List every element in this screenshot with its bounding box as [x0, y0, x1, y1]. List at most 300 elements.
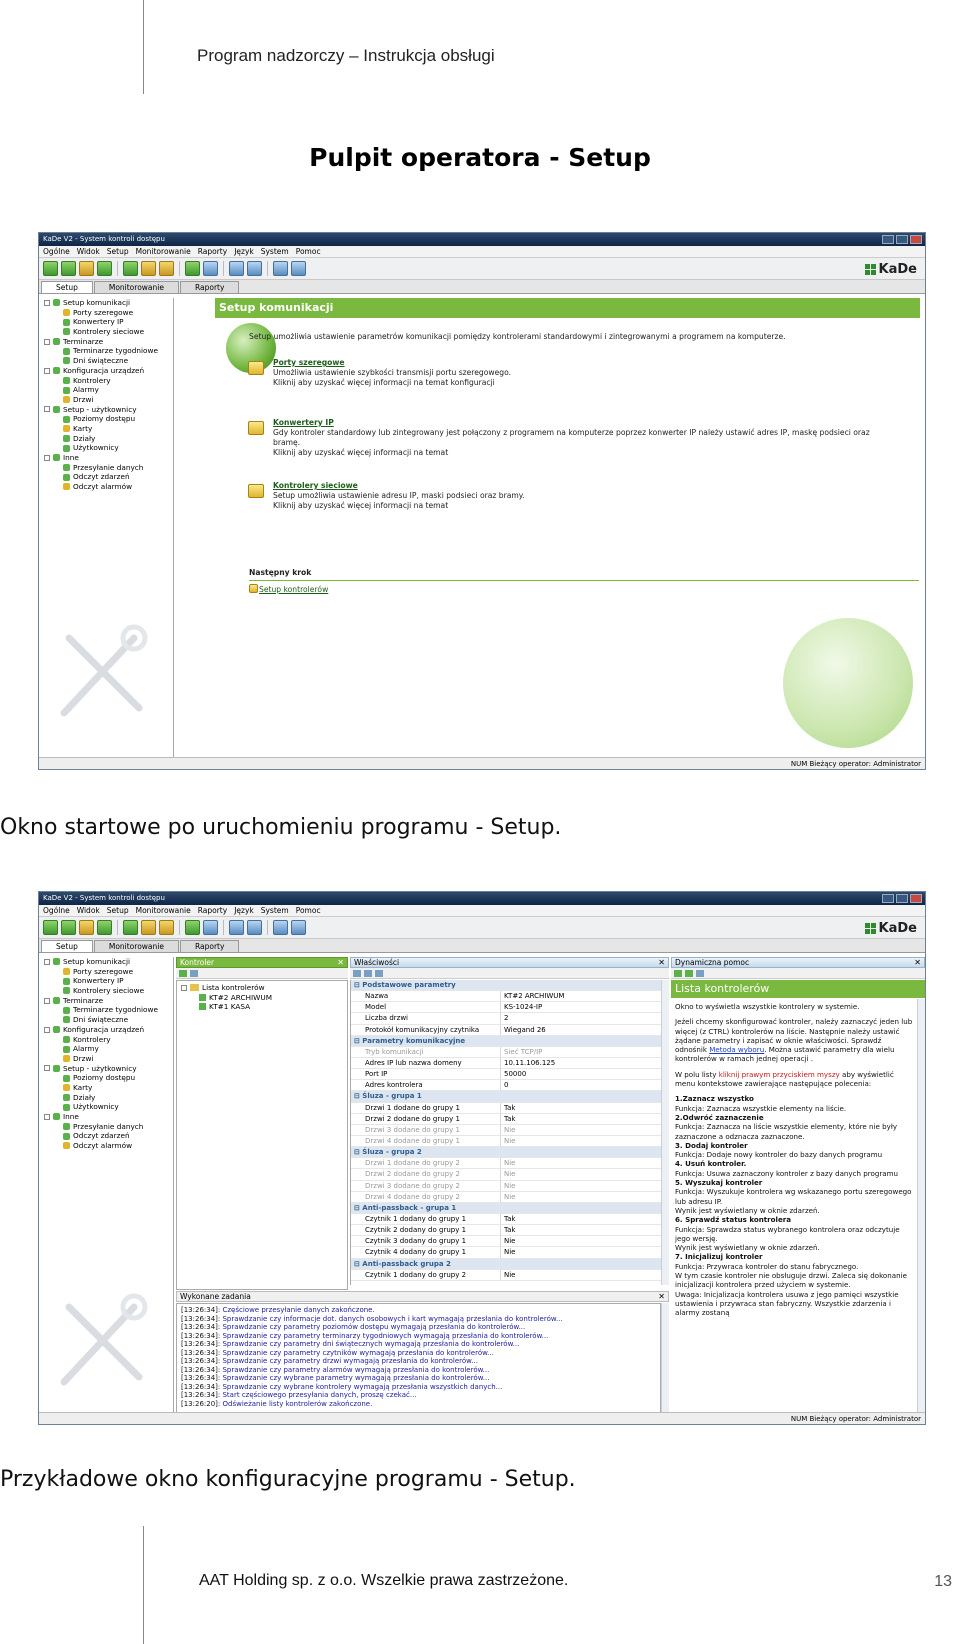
help-paragraph — [675, 1252, 913, 1261]
property-value[interactable]: Wiegand 26 — [504, 1025, 546, 1034]
property-value[interactable]: 2 — [504, 1014, 509, 1023]
property-group[interactable] — [351, 1147, 661, 1158]
property-group[interactable] — [351, 1203, 661, 1214]
property-value[interactable]: Nie — [504, 1248, 516, 1257]
property-key: Drzwi 4 dodane do grupy 2 — [351, 1192, 501, 1202]
menu-item[interactable]: Widok — [76, 906, 100, 915]
expand-icon[interactable] — [44, 959, 50, 965]
menu-item[interactable]: System — [260, 247, 289, 256]
tool-icon[interactable] — [43, 920, 58, 935]
document-icon[interactable] — [159, 920, 174, 935]
back-arrow-icon[interactable] — [674, 970, 682, 977]
app-window-start — [38, 232, 926, 770]
log-time: [13:26:34] — [181, 1348, 218, 1357]
add-icon[interactable] — [179, 970, 187, 977]
property-key: Drzwi 3 dodane do grupy 1 — [351, 1125, 501, 1135]
tree-node-icon — [63, 377, 70, 384]
tree-item-label: Drzwi — [73, 394, 94, 404]
tree-item[interactable] — [41, 1064, 173, 1074]
property-value[interactable]: Nie — [504, 1159, 516, 1168]
help-text: Okno to wyświetla wszystkie kontrolery w systemie. — [675, 1002, 860, 1011]
back-arrow-icon[interactable] — [273, 261, 288, 276]
tree-item[interactable] — [41, 472, 173, 482]
window-titlebar — [39, 892, 925, 905]
property-row[interactable] — [351, 1047, 661, 1058]
controller-icon — [199, 994, 206, 1001]
expand-icon[interactable] — [44, 1065, 50, 1071]
log-entry — [181, 1306, 656, 1315]
property-key: Czytnik 3 dodany do grupy 1 — [351, 1236, 501, 1246]
property-value[interactable]: Tak — [504, 1214, 516, 1223]
tree-item[interactable] — [41, 327, 173, 337]
globe-large-icon — [783, 618, 913, 748]
menu-item[interactable]: Ogólne — [43, 906, 70, 915]
log-message: : Częściowe przesyłanie danych zakończone. — [217, 1306, 375, 1314]
tree-item[interactable] — [41, 366, 173, 376]
help-text: W tym czasie kontroler nie obsługuje drzwi. Zaleca się dokonanie inicjalizacji kontrolera przed użyciem w systemie. — [675, 1271, 907, 1290]
tools-illustration — [49, 1292, 159, 1392]
property-row[interactable] — [351, 1192, 661, 1203]
property-value[interactable]: Tak — [504, 1103, 516, 1112]
tree-node-icon — [53, 1026, 60, 1033]
property-group[interactable] — [351, 980, 661, 991]
property-group[interactable] — [351, 1259, 661, 1270]
tree-node-icon — [53, 958, 60, 965]
property-key: Nazwa — [351, 991, 501, 1001]
setup-item-text: Kliknij aby uzyskać więcej informacji na temat konfiguracji — [273, 378, 495, 387]
log-time: [13:26:34] — [181, 1382, 218, 1391]
menu-item[interactable]: Pomoc — [295, 906, 321, 915]
tree-node-icon — [63, 968, 70, 975]
expand-icon[interactable] — [44, 300, 50, 306]
setup-item-link[interactable]: Porty szeregowe — [273, 358, 345, 367]
tree-item[interactable] — [41, 967, 173, 977]
header-rule — [143, 0, 144, 94]
property-row[interactable] — [351, 1236, 661, 1247]
menu-item[interactable]: Ogólne — [43, 247, 70, 256]
tree-item[interactable] — [41, 376, 173, 386]
tree-item-label: Poziomy dostępu — [73, 1073, 136, 1083]
close-icon[interactable]: ✕ — [658, 958, 665, 967]
page-footer: AAT Holding sp. z o.o. Wszelkie prawa zastrzeżone. — [199, 1572, 569, 1589]
forward-arrow-icon[interactable] — [291, 261, 306, 276]
help-text: 4. Usuń kontroler. — [675, 1159, 747, 1169]
tool-icon[interactable] — [79, 920, 94, 935]
log-message: : Sprawdzanie czy informacje dot. danych osobowych i kart wymagają przesłania do kontrolerów... — [217, 1314, 563, 1323]
property-value[interactable]: 10.11.106.125 — [504, 1058, 556, 1067]
tab-1[interactable]: Monitorowanie — [94, 281, 179, 293]
expand-icon[interactable] — [44, 998, 50, 1004]
menu-item[interactable]: Setup — [106, 906, 129, 915]
property-value[interactable]: 0 — [504, 1081, 509, 1090]
setup-intro: Setup umożliwia ustawienie parametrów komunikacji pomiędzy kontrolerami standardowymi i zintegrowanymi a programem na komputerze. — [249, 332, 786, 341]
tree-item[interactable] — [41, 1131, 173, 1141]
tree-item-label: Inne — [63, 1112, 79, 1121]
tool-icon[interactable] — [61, 261, 76, 276]
tree-item[interactable] — [41, 1083, 173, 1093]
help-link[interactable]: Metoda wyboru — [709, 1045, 765, 1055]
tree-node-icon — [63, 1075, 70, 1082]
property-value[interactable]: Sieć TCP/IP — [504, 1047, 543, 1056]
log-entry — [181, 1349, 656, 1358]
tree-node-icon — [53, 406, 60, 413]
tree-item[interactable] — [41, 1112, 173, 1122]
help-paragraph — [675, 1113, 913, 1122]
property-key: Czytnik 2 dodany do grupy 1 — [351, 1225, 501, 1235]
help-text: . Można ustawić parametry dla wielu kontrolerów w ramach jednej operacji . — [675, 1045, 895, 1064]
tree-item[interactable] — [41, 996, 173, 1006]
tree-item[interactable] — [41, 453, 173, 463]
tree-item-label: Alarmy — [73, 1044, 99, 1054]
help-paragraph — [675, 1150, 913, 1159]
document-icon[interactable] — [141, 920, 156, 935]
tool-icon[interactable] — [43, 261, 58, 276]
property-value[interactable]: Nie — [504, 1181, 516, 1190]
property-row[interactable] — [351, 1181, 661, 1192]
section-title: Pulpit operatora - Setup — [309, 143, 651, 172]
help-text: Wynik jest wyświetlany w oknie zdarzeń. — [675, 1243, 820, 1253]
tree-item-label: Odczyt zdarzeń — [73, 472, 130, 482]
expand-icon[interactable] — [44, 339, 50, 345]
property-key: Model — [351, 1002, 501, 1012]
property-row[interactable] — [351, 1103, 661, 1114]
tree-item[interactable] — [41, 1102, 173, 1112]
menu-item[interactable]: Język — [234, 906, 254, 915]
window-title: KaDe V2 - System kontroli dostępu — [43, 235, 165, 243]
setup-item-link[interactable]: Konwertery IP — [273, 418, 334, 427]
folder-icon — [190, 984, 199, 991]
help-scrollbar[interactable] — [917, 999, 925, 1414]
tool-icon[interactable] — [79, 261, 94, 276]
next-step-icon — [249, 584, 258, 593]
tree-item[interactable] — [41, 1005, 173, 1015]
menu-item[interactable]: Monitorowanie — [135, 247, 191, 256]
window-titlebar — [39, 233, 925, 246]
tree-item[interactable] — [41, 346, 173, 356]
setup-item-text: Umożliwia ustawienie szybkości transmisji portu szeregowego. — [273, 368, 512, 377]
tree-item-label: Kontrolery — [73, 1034, 111, 1044]
tree-item-label: Setup - użytkownicy — [63, 1063, 137, 1073]
tree-item[interactable] — [41, 414, 173, 424]
tree-item[interactable] — [41, 976, 173, 986]
print-icon[interactable] — [696, 970, 704, 977]
forward-arrow-icon[interactable] — [291, 920, 306, 935]
help-toolbar — [671, 968, 925, 979]
menu-item[interactable]: Raporty — [197, 906, 228, 915]
next-step-rule — [249, 580, 919, 581]
tree-item-label: Kontrolery sieciowe — [73, 986, 145, 996]
tree-item[interactable] — [41, 356, 173, 366]
search-icon[interactable] — [229, 261, 244, 276]
toolbar — [39, 258, 925, 280]
tree-node-icon — [63, 978, 70, 985]
help-paragraph — [675, 1206, 913, 1215]
property-key: Adres IP lub nazwa domeny — [351, 1058, 501, 1068]
document-icon[interactable] — [141, 261, 156, 276]
controller-item[interactable] — [181, 1002, 343, 1012]
tree-item[interactable] — [41, 482, 173, 492]
log-list — [176, 1303, 661, 1414]
users-icon[interactable] — [97, 920, 112, 935]
log-message: : Sprawdzanie czy parametry dni świątecznych wymagają przesłania do kontrolerów... — [217, 1340, 520, 1348]
maximize-button[interactable] — [896, 235, 908, 244]
controller-item[interactable] — [181, 993, 343, 1003]
property-value[interactable]: Nie — [504, 1136, 516, 1145]
tree-node-icon — [63, 1123, 70, 1130]
save-icon[interactable] — [375, 970, 383, 977]
setup-item-text: Kliknij aby uzyskać więcej informacji na temat — [273, 448, 449, 457]
setup-item-text: bramę. — [273, 438, 301, 447]
tree-item-label: Terminarze — [63, 995, 104, 1005]
help-paragraph — [675, 1243, 913, 1252]
controllers-toolbar — [176, 968, 348, 979]
minimize-button[interactable] — [882, 894, 894, 903]
close-icon[interactable]: ✕ — [658, 1292, 665, 1301]
controllers-panel-title: Kontroler ✕ — [176, 957, 348, 968]
tree-item[interactable] — [41, 298, 173, 308]
tree-item[interactable] — [41, 463, 173, 473]
expand-icon[interactable] — [44, 455, 50, 461]
tree-item[interactable] — [41, 1093, 173, 1103]
tree-item[interactable] — [41, 1054, 173, 1064]
property-value[interactable]: KS-1024-IP — [504, 1003, 543, 1012]
tree-item[interactable] — [41, 308, 173, 318]
chart-icon[interactable] — [185, 261, 200, 276]
help-text: 2.Odwróć zaznaczenie — [675, 1112, 764, 1122]
chart-icon[interactable] — [185, 920, 200, 935]
property-group-label: ⊟ Śluza - grupa 2 — [354, 1148, 422, 1157]
users-icon[interactable] — [97, 261, 112, 276]
property-row[interactable] — [351, 1225, 661, 1236]
log-time: [13:26:34] — [181, 1331, 218, 1340]
tree-item[interactable] — [41, 424, 173, 434]
property-value[interactable]: Nie — [504, 1125, 516, 1134]
tree-item-label: Karty — [73, 423, 93, 433]
property-key: Adres kontrolera — [351, 1080, 501, 1090]
menu-item[interactable]: System — [260, 906, 289, 915]
menu-item[interactable]: Monitorowanie — [135, 906, 191, 915]
maximize-button[interactable] — [896, 894, 908, 903]
tree-item[interactable] — [41, 957, 173, 967]
property-key: Drzwi 1 dodane do grupy 2 — [351, 1158, 501, 1168]
property-row[interactable] — [351, 1158, 661, 1169]
tab-1[interactable]: Monitorowanie — [94, 940, 179, 952]
close-button[interactable] — [910, 894, 922, 903]
tree-item-label: Działy — [73, 1092, 96, 1102]
property-row[interactable] — [351, 1114, 661, 1125]
delete-icon[interactable] — [190, 970, 198, 977]
tree-item-label: Terminarze tygodniowe — [73, 346, 158, 356]
tool-icon[interactable] — [61, 920, 76, 935]
property-row[interactable] — [351, 1013, 661, 1024]
expand-icon[interactable] — [44, 1027, 50, 1033]
property-value[interactable]: Nie — [504, 1192, 516, 1201]
tree-node-icon — [63, 464, 70, 471]
menu-item[interactable]: Język — [234, 247, 254, 256]
setup-item-icon — [248, 484, 264, 498]
property-group-label: ⊟ Podstawowe parametry — [354, 981, 456, 989]
property-row[interactable] — [351, 1069, 661, 1080]
property-value[interactable]: Tak — [504, 1226, 516, 1235]
tab-2[interactable]: Raporty — [180, 281, 239, 293]
log-entry — [181, 1340, 656, 1349]
tree-item[interactable] — [41, 443, 173, 453]
help-text: Jeżeli chcemy skonfigurować kontroler, należy zaznaczyć jeden lub więcej (z CTRL) kontrolerów na liście. Następnie należy ustawić żądane parametry i zapisać w oknie właściwości. Sprawdź odnośnik — [675, 1017, 913, 1055]
expand-icon[interactable] — [44, 1114, 50, 1120]
property-value[interactable]: 50000 — [504, 1070, 527, 1079]
tree-item[interactable] — [41, 986, 173, 996]
property-row[interactable] — [351, 1058, 661, 1069]
close-icon[interactable]: ✕ — [914, 958, 921, 967]
help-paragraph — [675, 1159, 913, 1168]
tree-node-icon — [63, 435, 70, 442]
expand-icon[interactable] — [44, 406, 50, 412]
property-row[interactable] — [351, 1136, 661, 1147]
tree-item[interactable] — [41, 1035, 173, 1045]
property-key: Czytnik 4 dodany do grupy 1 — [351, 1247, 501, 1257]
setup-item-icon — [248, 361, 264, 375]
properties-scrollbar[interactable] — [661, 980, 669, 1285]
help-paragraph — [675, 1169, 913, 1178]
help-title: Lista kontrolerów — [671, 980, 925, 998]
log-message: : Sprawdzanie czy parametry czytników wymagają przesłania do kontrolerów... — [217, 1348, 494, 1357]
property-key: Drzwi 2 dodane do grupy 1 — [351, 1114, 501, 1124]
controllers-root[interactable]: Lista kontrolerów — [202, 983, 265, 992]
help-text: Funkcja: Zaznacza wszystkie elementy na liście. — [675, 1103, 847, 1113]
tool-icon[interactable] — [123, 920, 138, 935]
next-step-label: Następny krok — [249, 568, 312, 577]
tree-item[interactable] — [41, 434, 173, 444]
expand-icon[interactable] — [44, 368, 50, 374]
tab-2[interactable]: Raporty — [180, 940, 239, 952]
tree-item-label: Terminarze — [63, 336, 104, 346]
calendar-icon[interactable] — [247, 920, 262, 935]
sort-icon[interactable] — [353, 970, 361, 977]
tree-node-icon — [63, 1094, 70, 1101]
menu-item[interactable]: Setup — [106, 247, 129, 256]
tab-0[interactable]: Setup — [41, 281, 93, 293]
tree-node-icon — [53, 299, 60, 306]
property-row[interactable] — [351, 1270, 661, 1281]
tool-icon[interactable] — [123, 261, 138, 276]
property-row[interactable] — [351, 1080, 661, 1091]
log-entry — [181, 1383, 656, 1392]
tree-item[interactable] — [41, 337, 173, 347]
setup-item-link[interactable]: Kontrolery sieciowe — [273, 481, 358, 490]
property-row[interactable] — [351, 1214, 661, 1225]
tab-0[interactable]: Setup — [41, 940, 93, 952]
minimize-button[interactable] — [882, 235, 894, 244]
property-value[interactable]: Nie — [504, 1170, 516, 1179]
tree-node-icon — [63, 1055, 70, 1062]
menu-item[interactable]: Raporty — [197, 247, 228, 256]
menu-item[interactable]: Widok — [76, 247, 100, 256]
tree-node-icon — [63, 1104, 70, 1111]
property-group[interactable] — [351, 1091, 661, 1102]
help-text: Funkcja: Wyszukuje kontrolera wg wskazanego portu szeregowego lub adresu IP. — [675, 1187, 912, 1206]
menubar — [39, 246, 925, 258]
tree-node-icon — [53, 1065, 60, 1072]
tree-item-label: Inne — [63, 453, 79, 462]
monitor-icon[interactable] — [203, 920, 218, 935]
tree-node-icon — [63, 1016, 70, 1023]
tree-item[interactable] — [41, 317, 173, 327]
tree-item-label: Kontrolery — [73, 375, 111, 385]
property-value[interactable]: Nie — [504, 1270, 516, 1279]
tree-item-label: Użytkownicy — [73, 443, 119, 453]
log-scrollbar[interactable] — [661, 1303, 669, 1414]
property-group-label: ⊟ Anti-passback - grupa 1 — [354, 1203, 457, 1212]
property-row[interactable] — [351, 1025, 661, 1036]
log-message: : Sprawdzanie czy wybrane kontrolery wymagają przesłania wszystkich danych... — [217, 1382, 503, 1391]
next-step-link[interactable]: Setup kontrolerów — [259, 585, 329, 594]
property-key: Drzwi 1 dodane do grupy 1 — [351, 1103, 501, 1113]
property-value[interactable]: Tak — [504, 1114, 516, 1123]
tree-item-label: Porty szeregowe — [73, 307, 134, 317]
controllers-list — [176, 980, 348, 1290]
sort-alpha-icon[interactable] — [364, 970, 372, 977]
document-icon[interactable] — [159, 261, 174, 276]
tree-node-icon — [63, 1133, 70, 1140]
help-paragraph — [675, 1017, 913, 1063]
search-icon[interactable] — [229, 920, 244, 935]
property-row[interactable] — [351, 1002, 661, 1013]
property-value[interactable]: Nie — [504, 1237, 516, 1246]
tree-item[interactable] — [41, 1025, 173, 1035]
tree-item[interactable] — [41, 405, 173, 415]
tree-item[interactable] — [41, 1141, 173, 1151]
property-row[interactable] — [351, 991, 661, 1002]
log-entry — [181, 1315, 656, 1324]
tree-item[interactable] — [41, 395, 173, 405]
property-row[interactable] — [351, 1125, 661, 1136]
setup-item-icon — [248, 421, 264, 435]
tree-node-icon — [63, 474, 70, 481]
property-row[interactable] — [351, 1247, 661, 1258]
tree-item[interactable] — [41, 1044, 173, 1054]
tree-node-icon — [53, 1113, 60, 1120]
tree-item[interactable] — [41, 1015, 173, 1025]
menu-item[interactable]: Pomoc — [295, 247, 321, 256]
tree-item[interactable] — [41, 385, 173, 395]
close-button[interactable] — [910, 235, 922, 244]
help-paragraph — [675, 1002, 913, 1011]
back-arrow-icon[interactable] — [273, 920, 288, 935]
log-time: [13:26:34] — [181, 1391, 218, 1399]
calendar-icon[interactable] — [247, 261, 262, 276]
tree-node-icon — [63, 987, 70, 994]
caption-start-window: Okno startowe po uruchomieniu programu - Setup. — [0, 815, 562, 840]
property-group[interactable] — [351, 1036, 661, 1047]
monitor-icon[interactable] — [203, 261, 218, 276]
tree-node-icon — [63, 357, 70, 364]
forward-arrow-icon[interactable] — [685, 970, 693, 977]
tree-item-label: Porty szeregowe — [73, 966, 134, 976]
tree-node-icon — [63, 445, 70, 452]
property-row[interactable] — [351, 1169, 661, 1180]
property-value[interactable]: KT#2 ARCHIWUM — [504, 992, 565, 1001]
tree-item-label: Odczyt alarmów — [73, 482, 133, 492]
property-key: Drzwi 4 dodane do grupy 1 — [351, 1136, 501, 1146]
tree-item-label: Konfiguracja urządzeń — [63, 1024, 145, 1034]
tree-item[interactable] — [41, 1073, 173, 1083]
tree-item[interactable] — [41, 1122, 173, 1132]
close-icon[interactable]: ✕ — [337, 958, 344, 967]
tree-node-icon — [63, 483, 70, 490]
tree-item-label: Użytkownicy — [73, 1102, 119, 1112]
setup-title: Setup komunikacji — [215, 298, 920, 318]
setup-item-text: Setup umożliwia ustawienie adresu IP, maski podsieci oraz bramy. — [273, 491, 525, 500]
